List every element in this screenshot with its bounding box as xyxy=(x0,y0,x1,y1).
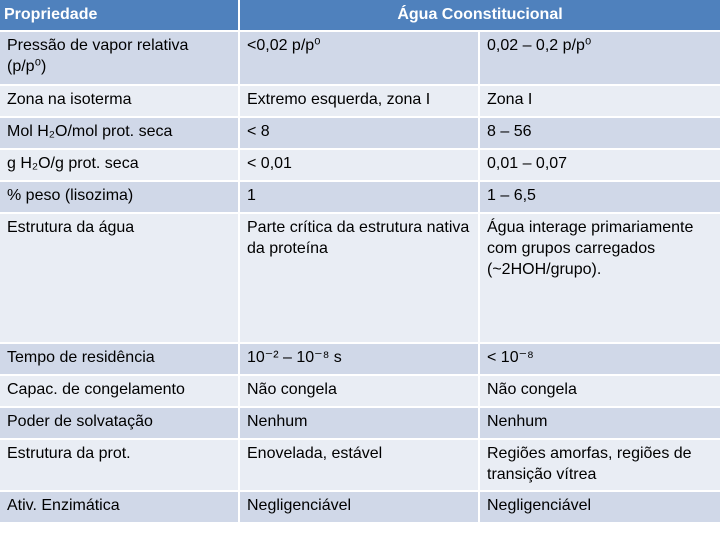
cell-property: Ativ. Enzimática xyxy=(0,492,238,522)
table-row xyxy=(0,86,720,116)
table-row xyxy=(0,150,720,180)
cell-value-2: Água interage primariamente com grupos carregados (~2HOH/grupo). xyxy=(480,214,720,342)
cell-value-2: Nenhum xyxy=(480,408,720,438)
cell-value-2: 8 – 56 xyxy=(480,118,720,148)
table-row xyxy=(0,118,720,148)
cell-value-2: Não congela xyxy=(480,376,720,406)
table-row xyxy=(0,492,720,522)
cell-value-2: 1 – 6,5 xyxy=(480,182,720,212)
cell-value-1: Não congela xyxy=(240,376,478,406)
cell-value-1: <0,02 p/p⁰ xyxy=(240,32,478,84)
cell-property: % peso (lisozima) xyxy=(0,182,238,212)
cell-value-1: Parte crítica da estrutura nativa da proteína xyxy=(240,214,478,342)
cell-value-2: Regiões amorfas, regiões de transição vítrea xyxy=(480,440,720,490)
cell-value-1: Enovelada, estável xyxy=(240,440,478,490)
cell-value-2: < 10⁻⁸ xyxy=(480,344,720,374)
cell-value-1: Nenhum xyxy=(240,408,478,438)
cell-value-1: 1 xyxy=(240,182,478,212)
cell-property: Mol H₂O/mol prot. seca xyxy=(0,118,238,148)
cell-property: g H₂O/g prot. seca xyxy=(0,150,238,180)
cell-value-2: Zona I xyxy=(480,86,720,116)
header-property: Propriedade xyxy=(0,0,238,30)
cell-value-1: 10⁻² – 10⁻⁸ s xyxy=(240,344,478,374)
table-row xyxy=(0,182,720,212)
cell-value-1: Extremo esquerda, zona I xyxy=(240,86,478,116)
cell-value-2: Negligenciável xyxy=(480,492,720,522)
cell-property: Pressão de vapor relativa (p/p⁰) xyxy=(0,32,238,84)
cell-value-1: Negligenciável xyxy=(240,492,478,522)
cell-property: Poder de solvatação xyxy=(0,408,238,438)
cell-property: Zona na isoterma xyxy=(0,86,238,116)
table-row xyxy=(0,376,720,406)
header-row xyxy=(0,0,720,30)
cell-property: Capac. de congelamento xyxy=(0,376,238,406)
table-row xyxy=(0,408,720,438)
header-constitutional-water: Água Coonstitucional xyxy=(240,0,720,30)
cell-property: Estrutura da água xyxy=(0,214,238,342)
cell-value-2: 0,02 – 0,2 p/p⁰ xyxy=(480,32,720,84)
cell-property: Estrutura da prot. xyxy=(0,440,238,490)
table-row xyxy=(0,440,720,490)
table-row xyxy=(0,214,720,342)
table-row xyxy=(0,32,720,84)
cell-property: Tempo de residência xyxy=(0,344,238,374)
cell-value-1: < 8 xyxy=(240,118,478,148)
table-row xyxy=(0,344,720,374)
cell-value-1: < 0,01 xyxy=(240,150,478,180)
cell-value-2: 0,01 – 0,07 xyxy=(480,150,720,180)
